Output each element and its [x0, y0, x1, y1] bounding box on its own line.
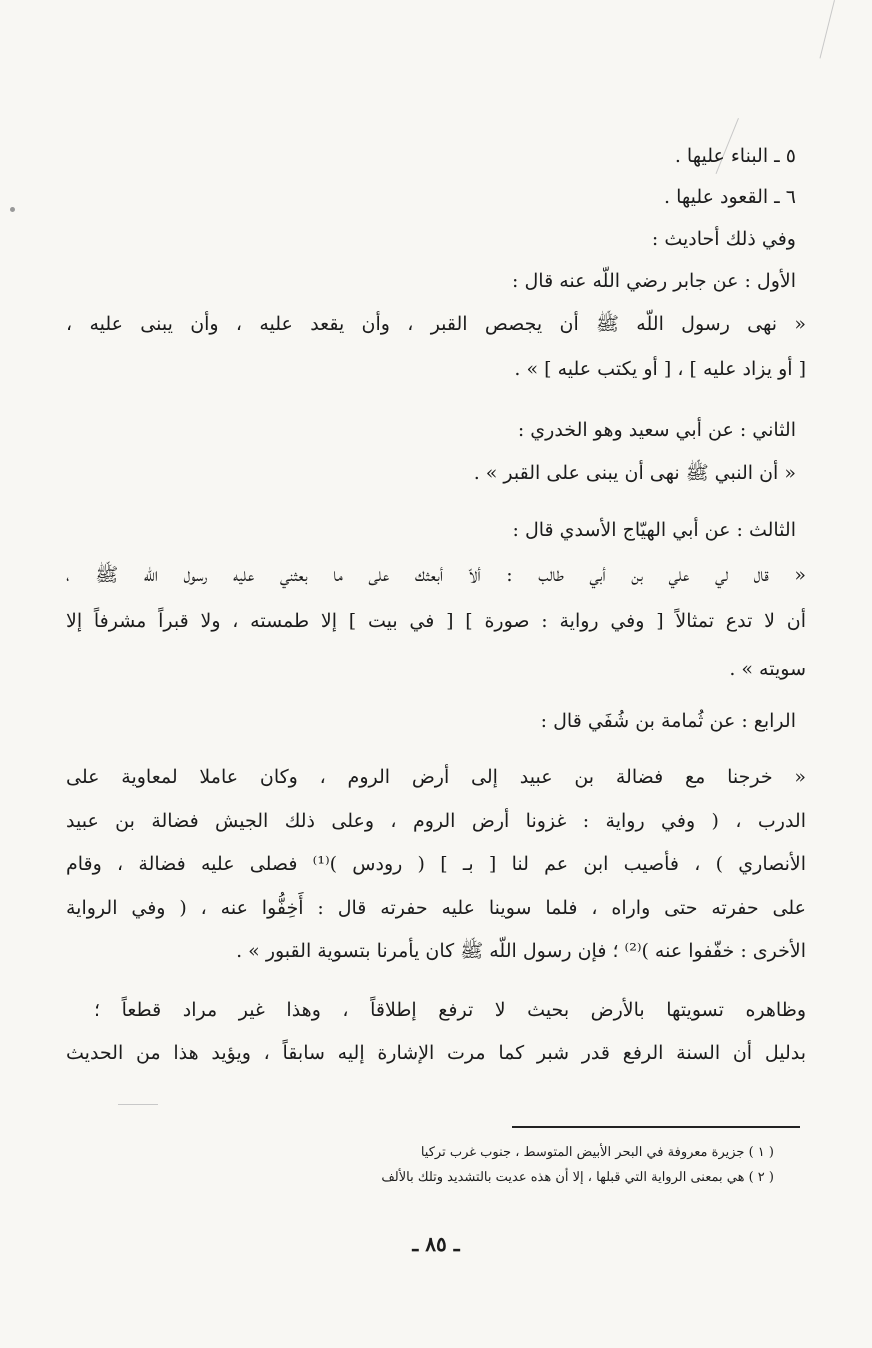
hadith-3-text-end: سويته » .: [729, 658, 806, 680]
hadith-4-text-cont: الأنصاري ) ، فأصيب ابن عم لنا [ بـ ] ( رودس )⁽¹⁾ فصلى عليه فضالة ، وقام: [66, 853, 806, 875]
hadith-4-heading: الرابع : عن ثُمامة بن شُفَي قال :: [540, 710, 796, 732]
hadith-1-text: « نهى رسول اللّه ﷺ أن يجصص القبر ، وأن يقعد عليه ، وأن يبنى عليه ،: [66, 313, 806, 335]
scan-speck: [10, 207, 15, 212]
list-item-5: ٥ ـ البناء عليها .: [674, 145, 796, 167]
hadith-3-text: « قال لي علي بن أبي طالب : ألاّ أبعثك على ما بعثني عليه رسول اللّه ﷺ ،: [66, 564, 806, 586]
hadith-4-text-cont: على حفرته حتى واراه ، فلما سوينا عليه حفرته قال : أَخِفُّوا عنه ، ( وفي الرواية: [66, 897, 806, 919]
commentary-text-cont: بدليل أن السنة الرفع قدر شبر كما مرت الإشارة إليه سابقاً ، ويؤيد هذا من الحديث: [66, 1042, 806, 1064]
footnote-1: ( ١ ) جزيرة معروفة في البحر الأبيض المتوسط ، جنوب غرب تركيا: [420, 1145, 774, 1160]
footnote-separator: [512, 1126, 800, 1128]
hadith-4-text-cont: الدرب ، ( وفي رواية : غزونا أرض الروم ، وعلى ذلك الجيش فضالة بن عبيد: [66, 810, 806, 832]
hadith-3-text-cont: أن لا تدع تمثالاً [ وفي رواية : صورة ] [ في بيت ] إلا طمسته ، ولا قبراً مشرفاً إلا: [66, 610, 806, 632]
hadith-2-heading: الثاني : عن أبي سعيد وهو الخدري :: [517, 419, 796, 441]
hadith-3-heading: الثالث : عن أبي الهيّاج الأسدي قال :: [512, 519, 796, 541]
footnote-2: ( ٢ ) هي بمعنى الرواية التي قبلها ، إلا أن هذه عديت بالتشديد وتلك بالألف: [381, 1170, 774, 1185]
hadith-1-text-cont: [ أو يزاد عليه ] ، [ أو يكتب عليه ] » .: [514, 358, 806, 380]
hadith-1-heading: الأول : عن جابر رضي اللّه عنه قال :: [512, 270, 796, 292]
scan-scratch: [819, 0, 834, 58]
scan-scratch: [118, 1104, 158, 1105]
list-item-6: ٦ ـ القعود عليها .: [663, 186, 796, 208]
commentary-text: وظاهره تسويتها بالأرض بحيث لا ترفع إطلاقاً ، وهذا غير مراد قطعاً ؛: [94, 999, 806, 1021]
paragraph-intro: وفي ذلك أحاديث :: [651, 228, 796, 250]
hadith-4-text: « خرجنا مع فضالة بن عبيد إلى أرض الروم ، وكان عاملا لمعاوية على: [66, 766, 806, 788]
hadith-2-text: « أن النبي ﷺ نهى أن يبنى على القبر » .: [473, 462, 796, 484]
page-number: ـ ٨٥ ـ: [412, 1232, 460, 1256]
hadith-4-text-end: الأخرى : خفّفوا عنه )⁽²⁾ ؛ فإن رسول اللّه ﷺ كان يأمرنا بتسوية القبور » .: [236, 940, 806, 962]
